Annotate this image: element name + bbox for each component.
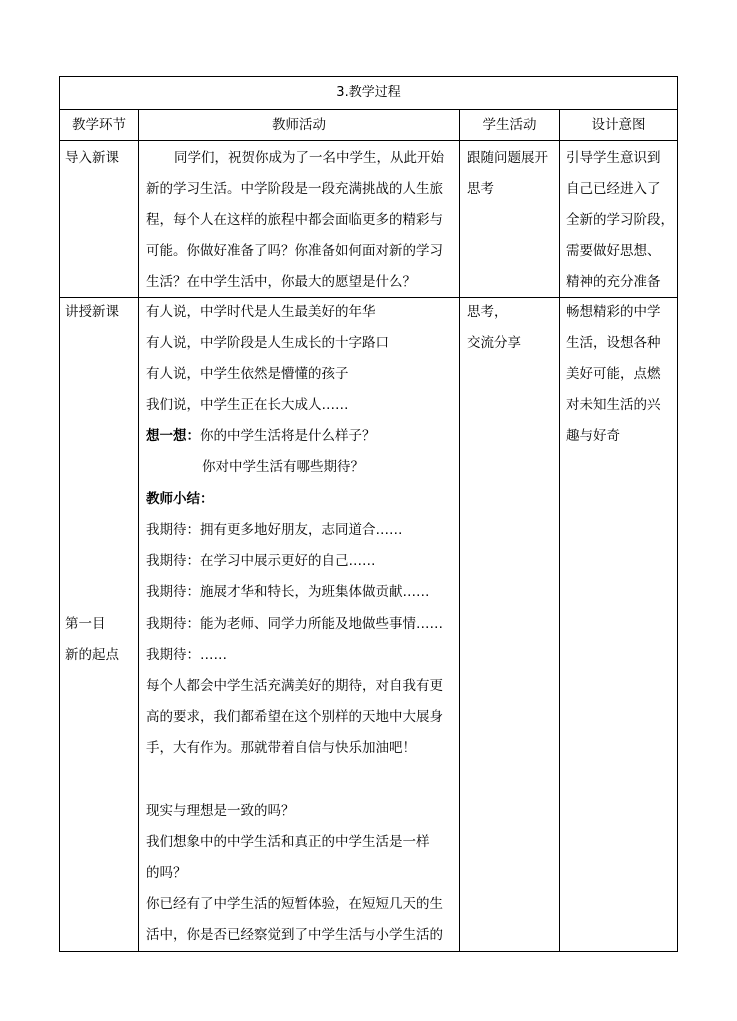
think-label: 想一想： [146,428,200,444]
intro-intent-line: 引导学生意识到 [566,150,661,166]
expectation-line: 我期待：拥有更多地好朋友，志同道合…… [146,522,403,538]
question-line: 现实与理想是一致的吗？ [146,803,295,819]
intro-student-line: 跟随问题展开 [467,150,548,166]
intro-student-line: 思考 [467,181,494,197]
paragraph-line: 每个人都会中学生活充满美好的期待，对自我有更 [146,678,443,694]
question-line: 你已经有了中学生活的短暂体验，在短短几天的生 [146,896,443,912]
expectation-line: 我期待：在学习中展示更好的自己…… [146,553,376,569]
lecture-intent-line: 美好可能，点燃 [566,366,661,382]
header-student: 学生活动 [482,117,537,133]
question-line: 我们想象中的中学生活和真正的中学生活是一样 [146,834,430,850]
lecture-line: 我们说，中学生正在长大成人…… [146,397,349,413]
lecture-sub-stage: 新的起点 [65,647,119,663]
summary-label: 教师小结： [146,491,214,507]
col-divider-3 [559,109,560,951]
lecture-student-line: 交流分享 [467,335,521,351]
intro-intent-line: 精神的充分准备 [566,274,661,290]
question-line: 活中，你是否已经察觉到了中学生活与小学生活的 [146,927,443,943]
lecture-intent-line: 趣与好奇 [566,428,620,444]
header-stage: 教学环节 [72,117,126,133]
table-caption: 3.教学过程 [336,85,401,100]
intro-teacher-line: 同学们，祝贺你成为了一名中学生，从此开始 [174,150,444,166]
expectation-line: 我期待：能为老师、同学力所能及地做些事情…… [146,616,443,632]
lecture-intent-line: 对未知生活的兴 [566,397,661,413]
intro-teacher-line: 生活？在中学生活中，你最大的愿望是什么？ [146,274,416,290]
lecture-line: 有人说，中学生依然是懵懂的孩子 [146,366,349,382]
header-teacher: 教师活动 [272,117,326,133]
think-line [146,421,376,452]
lecture-stage: 讲授新课 [65,304,119,320]
intro-intent-line: 需要做好思想、 [566,243,661,259]
intro-teacher-line: 程，每个人在这样的旅程中都会面临更多的精彩与 [146,212,443,228]
expectation-line: 我期待：施展才华和特长，为班集体做贡献…… [146,584,430,600]
header-intent: 设计意图 [591,117,646,133]
lesson-process-table [59,76,678,952]
row-divider-header [60,140,677,141]
intro-teacher-line: 新的学习生活。中学阶段是一段充满挑战的人生旅 [146,181,443,197]
lecture-intent-line: 畅想精彩的中学 [566,304,661,320]
col-divider-1 [138,109,139,951]
question-line: 的吗？ [146,865,187,881]
expectation-line: 我期待：…… [146,647,227,663]
paragraph-line: 高的要求，我们都希望在这个别样的天地中大展身 [146,709,443,725]
lecture-line: 有人说，中学时代是人生最美好的年华 [146,304,376,320]
intro-stage: 导入新课 [65,150,119,166]
lecture-student-line: 思考， [467,304,508,320]
lecture-intent-line: 生活，设想各种 [566,335,661,351]
lecture-line: 有人说，中学阶段是人生成长的十字路口 [146,335,389,351]
think-question: 你对中学生活有哪些期待？ [202,459,364,475]
intro-intent-line: 自己已经进入了 [566,181,661,197]
paragraph-line: 手，大有作为。那就带着自信与快乐加油吧！ [146,740,416,756]
col-divider-2 [459,109,460,951]
intro-teacher-line: 可能。你做好准备了吗？你准备如何面对新的学习 [146,243,443,259]
intro-intent-line: 全新的学习阶段， [566,212,674,228]
lecture-sub-stage: 第一目 [65,616,106,632]
think-question: 你的中学生活将是什么样子？ [200,428,376,444]
